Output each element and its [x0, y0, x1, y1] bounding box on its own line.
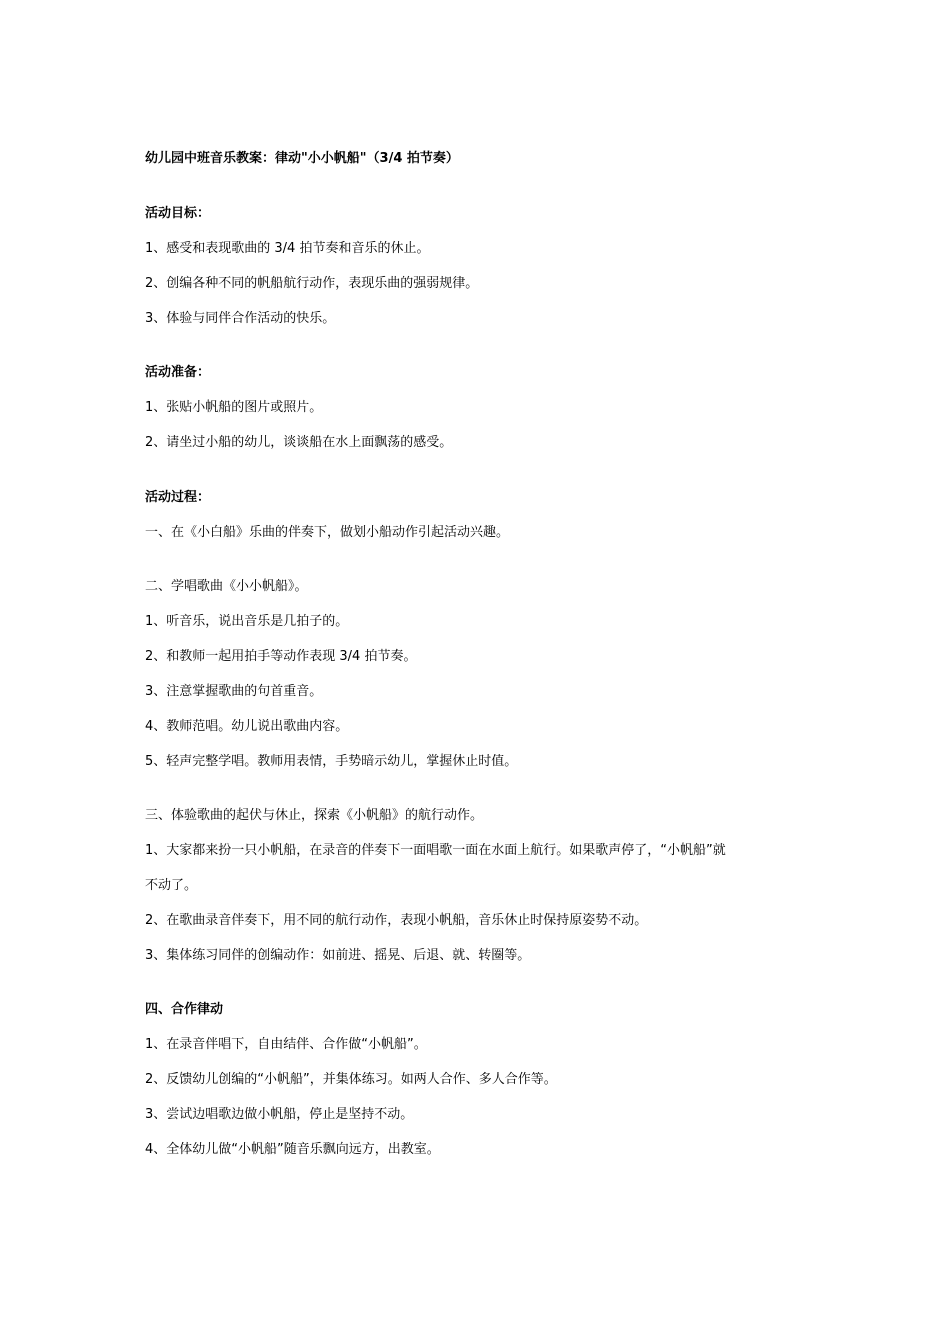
- preparation-heading: 活动准备：: [145, 365, 211, 380]
- goal-item: 3、体验与同伴合作活动的快乐。: [145, 311, 336, 326]
- goals-heading: 活动目标：: [145, 206, 211, 221]
- process-step-1: 一、在《小白船》乐曲的伴奏下，做划小船动作引起活动兴趣。: [145, 525, 510, 540]
- process-step-3-heading: 三、体验歌曲的起伏与休止，探索《小帆船》的航行动作。: [145, 808, 484, 823]
- process-step-3-item: 1、大家都来扮一只小帆船，在录音的伴奏下一面唱歌一面在水面上航行。如果歌声停了，“小帆船”就: [145, 843, 726, 858]
- process-step-2-heading: 二、学唱歌曲《小小帆船》。: [145, 579, 308, 594]
- process-step-2-item: 1、听音乐，说出音乐是几拍子的。: [145, 614, 349, 629]
- process-step-2-item: 5、轻声完整学唱。教师用表情，手势暗示幼儿，掌握休止时值。: [145, 754, 518, 769]
- process-step-4-item: 1、在录音伴唱下，自由结伴、合作做“小帆船”。: [145, 1037, 427, 1052]
- goal-item: 2、创编各种不同的帆船航行动作，表现乐曲的强弱规律。: [145, 276, 479, 291]
- process-step-4-heading: 四、合作律动: [145, 1002, 224, 1017]
- preparation-item: 1、张贴小帆船的图片或照片。: [145, 400, 323, 415]
- process-step-3-item: 2、在歌曲录音伴奏下，用不同的航行动作，表现小帆船，音乐休止时保持原姿势不动。: [145, 913, 648, 928]
- document-title: 幼儿园中班音乐教案：律动"小小帆船"（3/4 拍节奏）: [145, 151, 459, 166]
- process-step-3-item-continuation: 不动了。: [145, 878, 198, 893]
- process-step-4-item: 2、反馈幼儿创编的“小帆船”，并集体练习。如两人合作、多人合作等。: [145, 1072, 557, 1087]
- process-step-2-item: 3、注意掌握歌曲的句首重音。: [145, 684, 323, 699]
- process-step-2-item: 2、和教师一起用拍手等动作表现 3/4 拍节奏。: [145, 649, 417, 664]
- process-step-4-item: 3、尝试边唱歌边做小帆船，停止是坚持不动。: [145, 1107, 414, 1122]
- process-step-2-item: 4、教师范唱。幼儿说出歌曲内容。: [145, 719, 349, 734]
- preparation-item: 2、请坐过小船的幼儿，谈谈船在水上面飘荡的感受。: [145, 435, 453, 450]
- goal-item: 1、感受和表现歌曲的 3/4 拍节奏和音乐的休止。: [145, 241, 430, 256]
- process-heading: 活动过程：: [145, 490, 211, 505]
- process-step-3-item: 3、集体练习同伴的创编动作：如前进、摇晃、后退、就、转圈等。: [145, 948, 531, 963]
- process-step-4-item: 4、全体幼儿做“小帆船”随音乐飘向远方，出教室。: [145, 1142, 440, 1157]
